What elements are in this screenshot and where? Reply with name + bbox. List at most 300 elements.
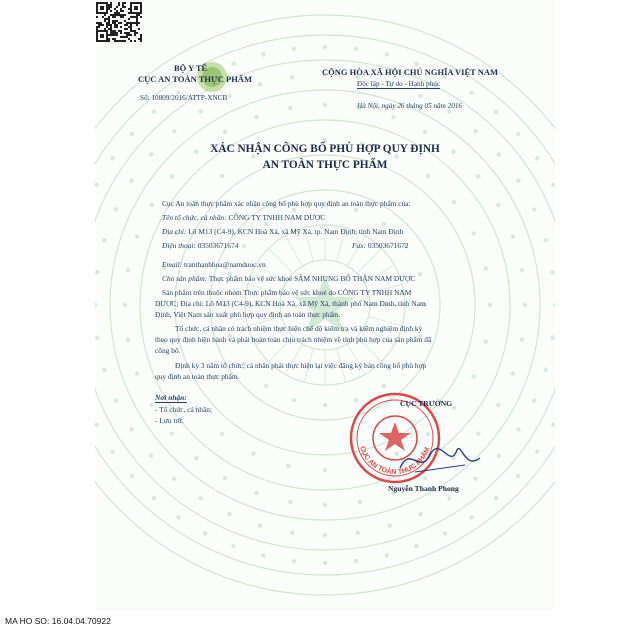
pattern-dot (123, 303, 127, 307)
qr-module (112, 14, 114, 16)
pattern-dot (473, 129, 477, 133)
pattern-dot (194, 456, 198, 460)
qr-module (124, 40, 126, 42)
pattern-dot (516, 178, 520, 182)
pattern-dot (471, 231, 475, 235)
pattern-dot (95, 303, 97, 307)
qr-module (114, 14, 116, 16)
qr-module (114, 16, 116, 18)
pattern-dot (135, 234, 139, 238)
paragraph-1-line-3: Định, Việt Nam sản xuất phù hợp quy định an toàn thực phẩm. (155, 310, 341, 319)
qr-module (96, 30, 98, 32)
pattern-dot (258, 523, 262, 527)
qr-module (134, 30, 136, 32)
qr-module (132, 2, 134, 4)
paragraph-3-line-1: Định kỳ 3 năm tổ chức, cá nhân phải thực hiện lại việc đăng ký bản công bố phù hợp (175, 361, 427, 370)
pattern-dot (496, 403, 500, 407)
pattern-dot (292, 559, 296, 563)
pattern-dot (497, 453, 501, 457)
qr-module (110, 24, 112, 26)
qr-module (100, 36, 102, 38)
qr-module (110, 14, 112, 16)
qr-module (102, 8, 104, 10)
qr-module (108, 22, 110, 24)
qr-module (102, 2, 104, 4)
qr-module (122, 2, 124, 4)
qr-module (124, 6, 126, 8)
pattern-dot (543, 238, 547, 242)
qr-module (120, 10, 122, 12)
qr-module (124, 32, 126, 34)
paragraph-2-line-1: Tổ chức, cá nhân có trách nhiệm thực hiện chế độ kiểm tra và kiểm nghiệm định kỳ (175, 324, 423, 333)
pattern-dot (354, 47, 358, 51)
qr-module (134, 22, 136, 24)
qr-module (114, 30, 116, 32)
document-title-line-1: XÁC NHẬN CÔNG BỐ PHÙ HỢP QUY ĐỊNH (210, 143, 440, 155)
certificate-sheet (95, 0, 555, 610)
pattern-dot (418, 94, 422, 98)
qr-module (122, 40, 124, 42)
qr-module (100, 12, 102, 14)
qr-module (126, 32, 128, 34)
qr-module (122, 6, 124, 8)
pattern-dot (323, 403, 327, 407)
qr-module (112, 34, 114, 36)
qr-module (140, 4, 142, 6)
signer-name: Nguyễn Thanh Phong (388, 484, 459, 493)
pattern-dot (126, 268, 130, 272)
pattern-dot (223, 476, 227, 480)
pattern-dot (423, 130, 427, 134)
qr-module (106, 38, 108, 40)
qr-module (104, 18, 106, 20)
pattern-dot (220, 432, 224, 436)
qr-module (128, 26, 130, 28)
pattern-dot (220, 174, 224, 178)
document-title-line-2: AN TOÀN THỰC PHẨM (262, 159, 388, 171)
qr-module (120, 40, 122, 42)
qr-module (128, 18, 130, 20)
pattern-dot (511, 234, 515, 238)
pattern-dot (264, 384, 268, 388)
qr-module (106, 6, 108, 8)
fax-row (352, 241, 408, 250)
qr-module (96, 4, 98, 6)
qr-module (120, 30, 122, 32)
pattern-dot (484, 340, 488, 344)
pattern-dot (198, 109, 202, 113)
paragraph-1-line-1: Sản phẩm trên thuộc nhóm Thực phẩm bảo vệ sức khoẻ do CÔNG TY TNHH NAM (162, 288, 412, 297)
qr-module (124, 36, 126, 38)
qr-module (120, 26, 122, 28)
pattern-dot (476, 431, 480, 435)
qr-module (136, 32, 138, 34)
pattern-dot (551, 183, 555, 187)
pattern-dot (323, 561, 327, 565)
pattern-dot (388, 523, 392, 527)
qr-module (138, 28, 140, 30)
qr-module (114, 26, 116, 28)
pattern-dot (447, 496, 451, 500)
qr-module (136, 16, 138, 18)
pattern-dot (532, 207, 536, 211)
recipients-label: Nơi nhận: (155, 393, 187, 402)
qr-module (138, 38, 140, 40)
qr-module (96, 32, 98, 34)
email-value: tranthanhhoa@namduoc.vn (183, 260, 266, 269)
pattern-dot (323, 103, 327, 107)
qr-module (114, 8, 116, 10)
pattern-dot (323, 533, 327, 537)
qr-module (134, 40, 136, 42)
qr-module (116, 24, 118, 26)
qr-module (96, 22, 98, 24)
qr-module (128, 32, 130, 34)
pattern-dot (356, 530, 360, 534)
qr-module (108, 16, 110, 18)
pattern-dot (488, 303, 492, 307)
qr-module (116, 14, 118, 16)
qr-module (136, 24, 138, 26)
pattern-dot (95, 336, 99, 340)
qr-module (112, 16, 114, 18)
pattern-dot (170, 431, 174, 435)
pattern-dot (323, 138, 327, 142)
qr-module (136, 2, 138, 4)
qr-module (130, 34, 132, 36)
qr-module (122, 36, 124, 38)
qr-module (108, 28, 110, 30)
pattern-dot (130, 132, 134, 136)
qr-module (108, 4, 110, 6)
qr-module (96, 6, 98, 8)
qr-module (102, 12, 104, 14)
qr-module (122, 4, 124, 6)
qr-module (110, 2, 112, 4)
qr-module (104, 30, 106, 32)
document-number: Số: 10809/2016/ATTP-XNCB (140, 94, 228, 102)
qr-module (100, 6, 102, 8)
qr-module (116, 10, 118, 12)
qr-module (110, 10, 112, 12)
pattern-dot (290, 530, 294, 534)
qr-module (118, 12, 120, 14)
pattern-dot (114, 398, 118, 402)
pattern-dot (323, 503, 327, 507)
address-row (162, 227, 403, 236)
qr-module (106, 26, 108, 28)
qr-module (140, 40, 142, 42)
qr-module (100, 30, 102, 32)
qr-module (118, 2, 120, 4)
pattern-dot (551, 423, 555, 427)
pattern-dot (231, 544, 235, 548)
qr-module (120, 14, 122, 16)
pattern-dot (110, 449, 114, 453)
qr-module (110, 32, 112, 34)
qr-module (98, 22, 100, 24)
product-row (162, 274, 415, 283)
pattern-dot (176, 515, 180, 519)
pattern-dot (494, 496, 498, 500)
qr-module (136, 22, 138, 24)
org-label: Tên tổ chức, cá nhân: (162, 213, 227, 222)
qr-module (132, 30, 134, 32)
qr-module (96, 38, 98, 40)
qr-module (102, 16, 104, 18)
qr-module (120, 8, 122, 10)
qr-module (106, 36, 108, 38)
qr-module (128, 12, 130, 14)
qr-module (100, 34, 102, 36)
qr-module (100, 40, 102, 42)
qr-code (96, 2, 142, 42)
qr-module (130, 2, 132, 4)
pattern-dot (227, 94, 231, 98)
qr-module (108, 8, 110, 10)
qr-module (124, 14, 126, 16)
recipient-item-2: - Lưu trữ. (155, 416, 184, 425)
qr-module (108, 6, 110, 8)
qr-module (124, 28, 126, 30)
pattern-dot (251, 451, 255, 455)
pattern-dot (323, 45, 327, 49)
qr-module (116, 34, 118, 36)
qr-module (116, 6, 118, 8)
qr-module (136, 20, 138, 22)
pattern-ray (285, 236, 303, 266)
pattern-dot (95, 423, 99, 427)
qr-module (102, 24, 104, 26)
qr-module (132, 12, 134, 14)
record-code: MA HO SO: 16.04.04.70922 (5, 616, 111, 626)
qr-module (126, 24, 128, 26)
pattern-dot (426, 174, 430, 178)
qr-module (112, 32, 114, 34)
pattern-dot (254, 115, 258, 119)
qr-module (130, 30, 132, 32)
qr-module (122, 10, 124, 12)
pattern-dot (414, 544, 418, 548)
qr-module (112, 22, 114, 24)
handwritten-signature (395, 440, 485, 480)
qr-module (138, 12, 140, 14)
qr-module (114, 38, 116, 40)
pattern-ray (357, 248, 382, 273)
pattern-dot (452, 406, 456, 410)
qr-module (138, 2, 140, 4)
paragraph-3-line-2: quy định an toàn thực phẩm. (155, 372, 240, 381)
qr-module (106, 32, 108, 34)
qr-module (96, 8, 98, 10)
qr-module (98, 26, 100, 28)
pattern-dot (172, 129, 176, 133)
qr-module (106, 24, 108, 26)
qr-module (140, 12, 142, 14)
pattern-dot (323, 468, 327, 472)
qr-module (126, 34, 128, 36)
address-value: Lô M13 (C4-9), KCN Hoà Xá, xã Mỹ Xá, tp. Nam Định, tỉnh Nam Định (188, 227, 404, 236)
qr-module (120, 22, 122, 24)
pattern-dot (484, 266, 488, 270)
qr-module (130, 24, 132, 26)
qr-module (114, 32, 116, 34)
pattern-dot (288, 106, 292, 110)
qr-module (96, 34, 98, 36)
place-and-date: Hà Nội, ngày 26 tháng 05 năm 2016 (357, 102, 463, 110)
qr-module (116, 40, 118, 42)
qr-module (138, 22, 140, 24)
pattern-dot (385, 553, 389, 557)
pattern-dot (126, 338, 130, 342)
qr-module (138, 14, 140, 16)
org-value: CÔNG TY TNHH NAM DƯỢC (228, 213, 326, 222)
pattern-dot (292, 47, 296, 51)
phone-value: 03503671674 (197, 241, 239, 250)
pattern-dot (172, 477, 176, 481)
qr-module (114, 22, 116, 24)
pattern-dot (203, 531, 207, 535)
qr-module (106, 34, 108, 36)
pattern-dot (223, 130, 227, 134)
qr-module (96, 26, 98, 28)
email-row (162, 260, 266, 269)
qr-module (130, 4, 132, 6)
qr-module (140, 16, 142, 18)
qr-module (96, 40, 98, 42)
qr-module (114, 34, 116, 36)
pattern-dot (469, 515, 473, 519)
pattern-dot (198, 496, 202, 500)
qr-module (126, 22, 128, 24)
qr-module (118, 4, 120, 6)
qr-module (118, 30, 120, 32)
pattern-dot (452, 200, 456, 204)
qr-module (124, 24, 126, 26)
qr-module (136, 18, 138, 20)
qr-module (116, 32, 118, 34)
pattern-dot (391, 115, 395, 119)
pattern-dot (152, 496, 156, 500)
qr-module (104, 28, 106, 30)
qr-module (100, 8, 102, 10)
qr-module (114, 20, 116, 22)
qr-module (106, 12, 108, 14)
qr-module (104, 12, 106, 14)
qr-module (134, 32, 136, 34)
pattern-dot (102, 238, 106, 242)
pattern-dot (418, 272, 422, 276)
pattern-dot (532, 398, 536, 402)
pattern-dot (535, 449, 539, 453)
qr-module (116, 20, 118, 22)
pattern-dot (135, 371, 139, 375)
qr-module (130, 12, 132, 14)
pattern-dot (264, 222, 268, 226)
pattern-dot (516, 474, 520, 478)
pattern-dot (95, 183, 99, 187)
pattern-dot (227, 512, 231, 516)
pattern-dot (543, 368, 547, 372)
qr-module (96, 2, 98, 4)
qr-module (134, 16, 136, 18)
pattern-dot (292, 208, 296, 212)
qr-module (140, 2, 142, 4)
qr-module (136, 12, 138, 14)
qr-module (106, 10, 108, 12)
qr-module (106, 4, 108, 6)
pattern-dot (385, 52, 389, 56)
qr-module (122, 16, 124, 18)
qr-module (114, 24, 116, 26)
pattern-dot (520, 268, 524, 272)
qr-module (132, 22, 134, 24)
qr-module (108, 20, 110, 22)
qr-module (130, 28, 132, 30)
qr-module (140, 6, 142, 8)
qr-module (120, 36, 122, 38)
qr-module (140, 10, 142, 12)
pattern-dot (95, 270, 99, 274)
qr-module (140, 34, 142, 36)
qr-module (110, 4, 112, 6)
pattern-dot (354, 208, 358, 212)
qr-module (136, 8, 138, 10)
qr-module (98, 24, 100, 26)
qr-module (128, 34, 130, 36)
pattern-dot (149, 453, 153, 457)
qr-module (110, 30, 112, 32)
pattern-dot (443, 531, 447, 535)
qr-module (108, 24, 110, 26)
qr-module (110, 6, 112, 8)
qr-module (110, 26, 112, 28)
qr-module (116, 12, 118, 14)
fax-label: Fax: (352, 241, 366, 250)
qr-module (130, 6, 132, 8)
pattern-dot (261, 52, 265, 56)
pattern-dot (290, 75, 294, 79)
qr-module (102, 36, 104, 38)
qr-module (124, 20, 126, 22)
qr-module (130, 8, 132, 10)
qr-module (96, 16, 98, 18)
qr-module (104, 40, 106, 42)
pattern-dot (129, 427, 133, 431)
qr-module (116, 26, 118, 28)
pattern-dot (102, 368, 106, 372)
paragraph-1-line-2: DƯỢC; Địa chỉ: Lô M13 (C4-9), KCN Hoà Xá, xã Mỹ Xá, thành phố Nam Định, tỉnh Nam (155, 299, 426, 308)
pattern-dot (418, 512, 422, 516)
department-name: CỤC AN TOÀN THỰC PHẨM (138, 74, 252, 84)
qr-module (108, 18, 110, 20)
pattern-dot (382, 222, 386, 226)
qr-module (118, 22, 120, 24)
qr-module (140, 8, 142, 10)
qr-module (134, 6, 136, 8)
pattern-dot (130, 474, 134, 478)
pattern-dot (550, 336, 554, 340)
qr-module (104, 2, 106, 4)
pattern-dot (516, 427, 520, 431)
qr-module (140, 36, 142, 38)
paragraph-2-line-3: công bố. (155, 346, 181, 355)
qr-module (100, 24, 102, 26)
pattern-dot (129, 178, 133, 182)
qr-module (96, 28, 98, 30)
qr-module (106, 30, 108, 32)
pattern-dot (261, 553, 265, 557)
